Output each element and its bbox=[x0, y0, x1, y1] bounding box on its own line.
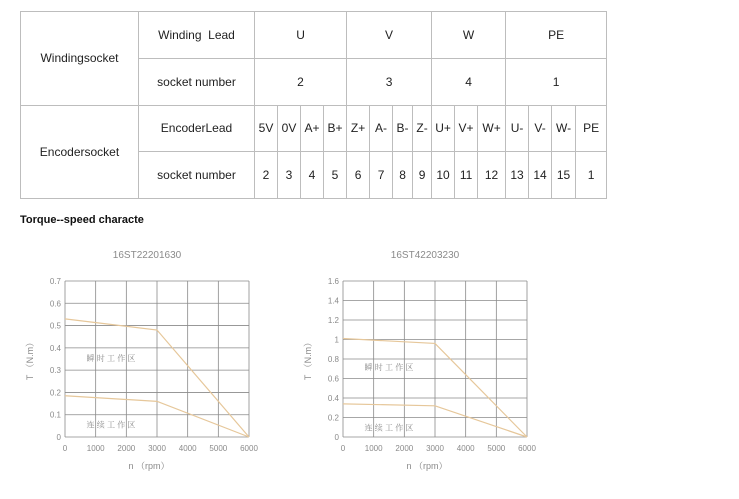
encoder-socket-cell: 11 bbox=[455, 152, 478, 199]
x-tick-label: 2000 bbox=[395, 444, 414, 453]
x-tick-label: 4000 bbox=[178, 444, 197, 453]
winding-lead-label: Winding Lead bbox=[139, 12, 255, 59]
encoder-socket-header: Encodersocket bbox=[21, 105, 139, 199]
encoder-socket-cell: 12 bbox=[478, 152, 506, 199]
encoder-socket-cell: 13 bbox=[506, 152, 529, 199]
encoder-lead-cell: 5V bbox=[255, 105, 278, 152]
torque-speed-chart-2-svg bbox=[300, 244, 550, 476]
y-tick-label: 0.1 bbox=[49, 410, 61, 420]
encoder-socket-cell: 2 bbox=[255, 152, 278, 199]
y-tick-label: 0 bbox=[56, 433, 61, 442]
y-tick-label: 0.6 bbox=[327, 374, 339, 384]
encoder-lead-cell: 0V bbox=[278, 105, 301, 152]
encoder-lead-cell: Z+ bbox=[347, 105, 370, 152]
y-tick-label: 0.3 bbox=[49, 366, 61, 376]
encoder-socket-cell: 15 bbox=[552, 152, 576, 199]
y-tick-label: 0.5 bbox=[49, 321, 61, 331]
x-tick-label: 3000 bbox=[148, 444, 166, 453]
encoder-lead-cell: W+ bbox=[478, 105, 506, 152]
y-tick-label: 0.6 bbox=[49, 299, 61, 309]
encoder-socket-cell: 9 bbox=[413, 152, 432, 199]
x-tick-label: 5000 bbox=[487, 444, 506, 453]
chart-title: 16ST42203230 bbox=[390, 250, 460, 261]
encoder-socket-cell: 14 bbox=[529, 152, 552, 199]
encoder-socket-cell: 8 bbox=[393, 152, 413, 199]
y-tick-label: 0.2 bbox=[327, 413, 339, 423]
x-tick-label: 1000 bbox=[364, 444, 383, 453]
section-title: Torque--speed characte bbox=[20, 214, 144, 226]
encoder-socket-cell: 1 bbox=[576, 152, 607, 199]
winding-socket-cell: 4 bbox=[432, 58, 506, 105]
connector-spec-table bbox=[20, 11, 607, 199]
y-tick-label: 0 bbox=[334, 433, 339, 442]
y-tick-label: 0.8 bbox=[327, 355, 339, 364]
y-tick-label: 1.2 bbox=[327, 316, 339, 325]
y-axis-label: T （N.m） bbox=[303, 337, 313, 381]
x-tick-label: 0 bbox=[340, 444, 346, 453]
winding-lead-cell: V bbox=[347, 12, 432, 59]
torque-speed-chart-2 bbox=[300, 244, 550, 481]
y-tick-label: 1.6 bbox=[327, 277, 339, 286]
encoder-socket-cell: 6 bbox=[347, 152, 370, 199]
winding-socket-cell: 1 bbox=[506, 58, 607, 105]
winding-socket-number-label: socket number bbox=[139, 58, 255, 105]
region-annotation: 瞬 时 工 作 区 bbox=[364, 362, 414, 372]
encoder-socket-cell: 10 bbox=[432, 152, 455, 199]
x-tick-label: 4000 bbox=[456, 444, 475, 453]
encoder-lead-cell: B+ bbox=[324, 105, 347, 152]
winding-socket-header: Windingsocket bbox=[21, 12, 139, 106]
torque-speed-chart-1 bbox=[22, 244, 272, 481]
y-tick-label: 0.4 bbox=[327, 394, 339, 403]
winding-lead-cell: U bbox=[255, 12, 347, 59]
y-tick-label: 1.4 bbox=[327, 296, 339, 306]
winding-lead-cell: PE bbox=[506, 12, 607, 59]
encoder-lead-cell: PE bbox=[576, 105, 607, 152]
x-tick-label: 5000 bbox=[209, 444, 228, 453]
encoder-lead-cell: A- bbox=[370, 105, 393, 152]
torque-speed-chart-1-svg bbox=[22, 244, 272, 476]
encoder-lead-cell: W- bbox=[552, 105, 576, 152]
encoder-socket-cell: 7 bbox=[370, 152, 393, 199]
encoder-lead-cell: V+ bbox=[455, 105, 478, 152]
encoder-socket-cell: 4 bbox=[301, 152, 324, 199]
encoder-lead-cell: V- bbox=[529, 105, 552, 152]
y-tick-label: 1 bbox=[334, 335, 339, 345]
winding-lead-cell: W bbox=[432, 12, 506, 59]
y-tick-label: 0.7 bbox=[49, 277, 61, 286]
encoder-lead-cell: U- bbox=[506, 105, 529, 152]
winding-socket-cell: 2 bbox=[255, 58, 347, 105]
region-annotation: 连 续 工 作 区 bbox=[86, 420, 136, 430]
encoder-lead-cell: A+ bbox=[301, 105, 324, 152]
region-annotation: 瞬 时 工 作 区 bbox=[86, 353, 136, 363]
x-tick-label: 2000 bbox=[117, 444, 136, 453]
winding-socket-cell: 3 bbox=[347, 58, 432, 105]
encoder-lead-cell: U+ bbox=[432, 105, 455, 152]
x-tick-label: 0 bbox=[62, 444, 68, 453]
encoder-socket-number-label: socket number bbox=[139, 152, 255, 199]
encoder-socket-cell: 5 bbox=[324, 152, 347, 199]
encoder-lead-cell: B- bbox=[393, 105, 413, 152]
encoder-lead-cell: Z- bbox=[413, 105, 432, 152]
chart-title: 16ST22201630 bbox=[112, 250, 182, 261]
x-tick-label: 1000 bbox=[86, 444, 105, 453]
y-axis-label: T （N.m） bbox=[25, 337, 35, 381]
x-tick-label: 6000 bbox=[518, 444, 536, 453]
region-annotation: 连 续 工 作 区 bbox=[364, 423, 414, 433]
y-tick-label: 0.2 bbox=[49, 388, 61, 398]
encoder-lead-label: EncoderLead bbox=[139, 105, 255, 152]
x-tick-label: 6000 bbox=[240, 444, 258, 453]
x-tick-label: 3000 bbox=[426, 444, 444, 453]
x-axis-label: n （rpm） bbox=[128, 461, 170, 471]
y-tick-label: 0.4 bbox=[49, 343, 61, 353]
encoder-socket-cell: 3 bbox=[278, 152, 301, 199]
x-axis-label: n （rpm） bbox=[406, 461, 448, 471]
